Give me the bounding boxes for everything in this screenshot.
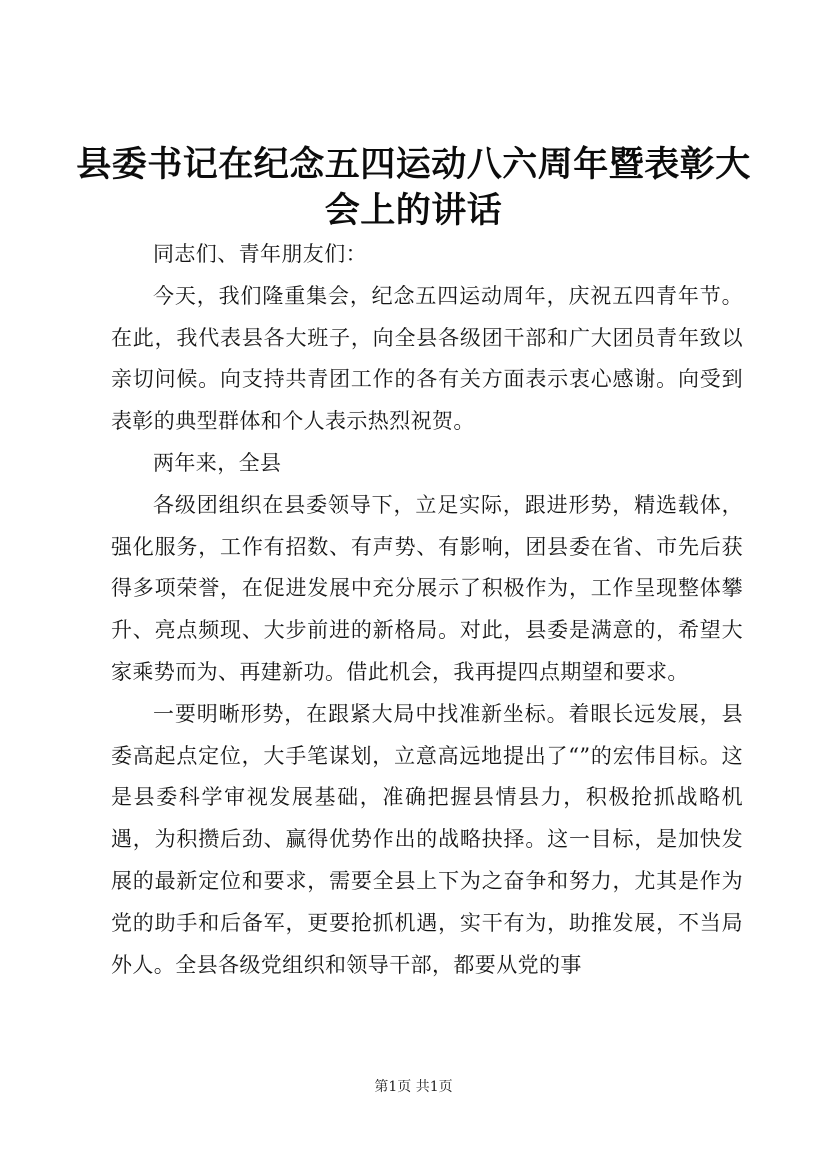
body-paragraph: 今天，我们隆重集会，纪念五四运动周年，庆祝五四青年节。在此，我代表县各大班子，向全县各级团干部和广大团员青年致以亲切问候。向支持共青团工作的各有关方面表示衷心感谢。向受到表彰的典型群体和个人表示热烈祝贺。: [111, 283, 743, 434]
salutation-paragraph: 同志们、青年朋友们：: [153, 242, 367, 266]
document-body: [111, 234, 743, 986]
body-paragraph: 一要明晰形势，在跟紧大局中找准新坐标。着眼长远发展，县委高起点定位，大手笔谋划，立意高远地提出了“”的宏伟目标。这是县委科学审视发展基础，准确把握县情县力，积极抢抓战略机遇，为积攒后劲、赢得优势作出的战略抉择。这一目标，是加快发展的最新定位和要求，需要全县上下为之奋争和努力，尤其是作为党的助手和后备军，更要抢抓机遇，实干有为，助推发展，不当局外人。全县各级党组织和领导干部，都要从党的事: [111, 701, 743, 977]
body-paragraph: 两年来，全县: [153, 450, 282, 475]
page-number-footer: 第1页 共1页: [374, 1079, 453, 1095]
document-title: 县委书记在纪念五四运动八六周年暨表彰大会上的讲话: [76, 144, 751, 231]
body-paragraph: 各级团组织在县委领导下，立足实际，跟进形势，精选载体，强化服务，工作有招数、有声势、有影响，团县委在省、市先后获得多项荣誉，在促进发展中充分展示了积极作为，工作呈现整体攀升、亮点频现、大步前进的新格局。对此，县委是满意的，希望大家乘势而为、再建新功。借此机会，我再提四点期望和要求。: [111, 492, 743, 684]
